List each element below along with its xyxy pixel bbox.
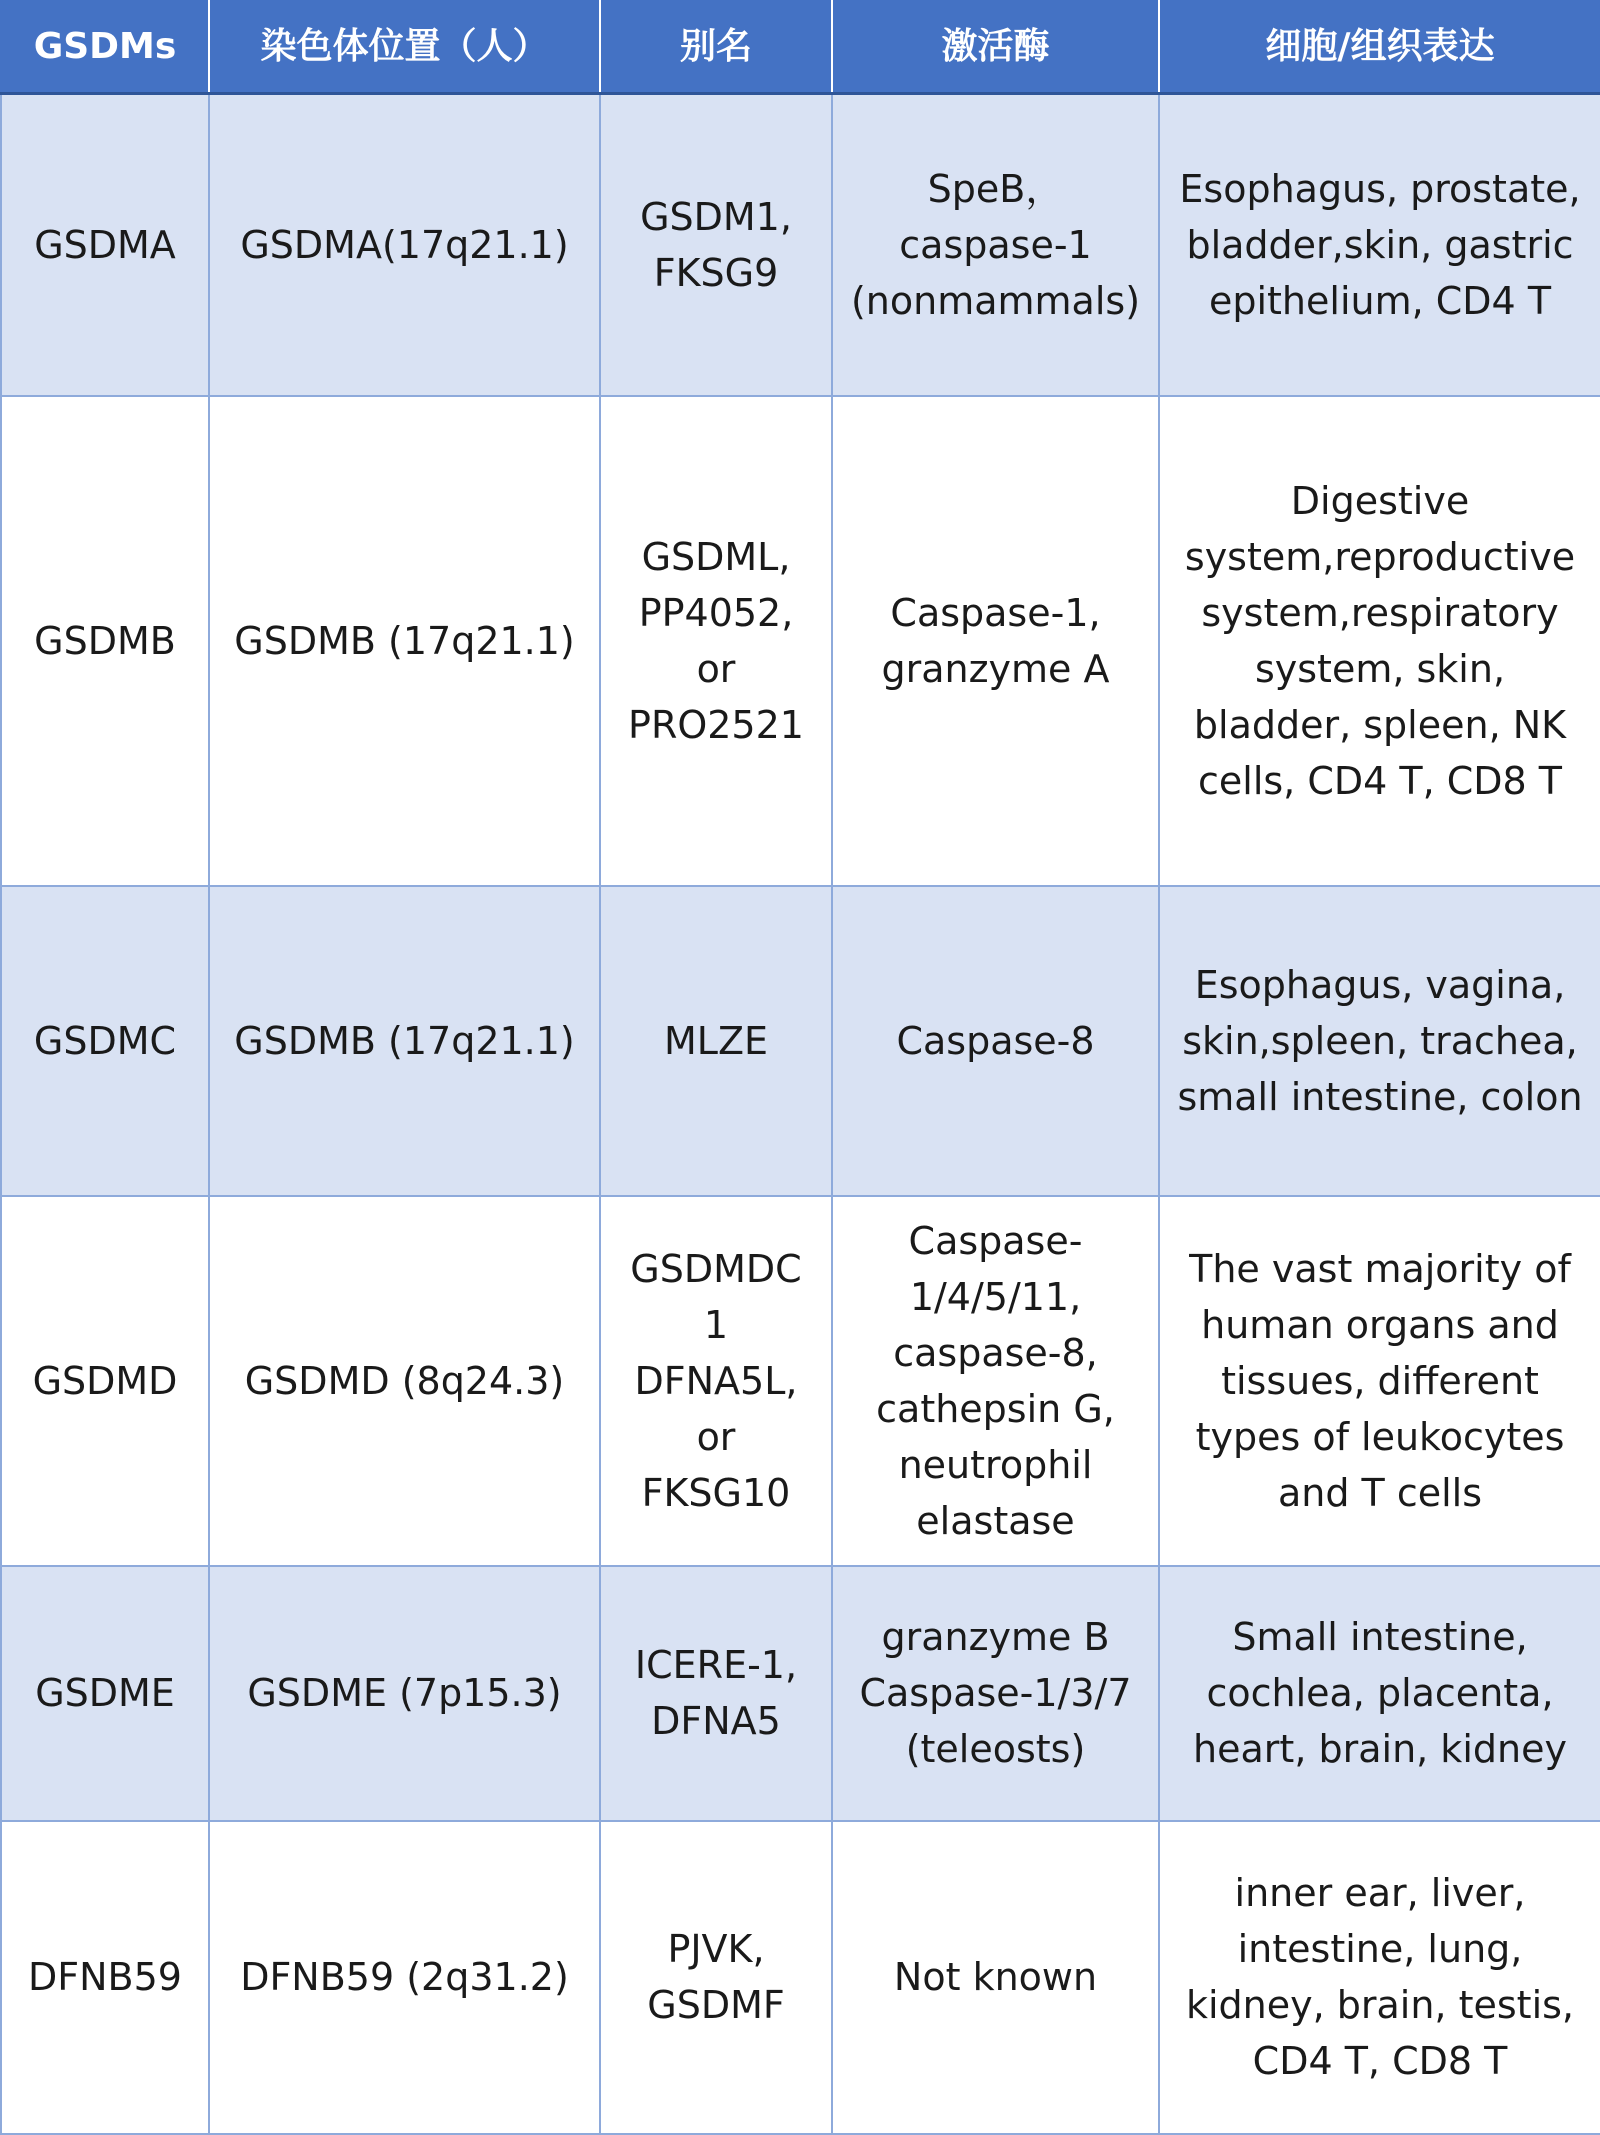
cell-enzyme	[832, 94, 1159, 396]
header-alias: 别名	[600, 1, 832, 94]
alias-text: GSDMDC 1 DFNA5L, or FKSG10	[630, 1246, 802, 1515]
gsdm-name: GSDMD	[32, 1358, 178, 1403]
cell-chromosome	[209, 886, 600, 1196]
cell-chromosome	[209, 94, 600, 396]
chromosome-location: GSDMB (17q21.1)	[234, 618, 575, 663]
chromosome-location: DFNB59 (2q31.2)	[240, 1955, 569, 1999]
enzyme-text: Caspase-8	[896, 1018, 1095, 1063]
alias-text: MLZE	[664, 1018, 768, 1063]
gsdm-name: GSDMA	[34, 222, 176, 267]
cell-alias	[600, 886, 832, 1196]
cell-gsdm	[1, 886, 209, 1196]
gsdm-name: GSDMB	[34, 618, 176, 663]
expression-text: Esophagus, vagina, skin,spleen, trachea, small intestine, colon	[1177, 962, 1583, 1119]
cell-enzyme	[832, 1196, 1159, 1566]
chromosome-location: GSDMA(17q21.1)	[240, 222, 569, 267]
cell-chromosome	[209, 396, 600, 886]
gsdm-name: GSDME	[35, 1671, 175, 1715]
cell-alias	[600, 1566, 832, 1821]
alias-text: ICERE-1, DFNA5	[634, 1643, 798, 1743]
chromosome-location: GSDME (7p15.3)	[247, 1671, 562, 1715]
header-activating-enzyme: 激活酶	[832, 1, 1159, 94]
cell-expression	[1159, 1196, 1600, 1566]
header-cell-tissue-expression: 细胞/组织表达	[1159, 1, 1600, 94]
cell-alias	[600, 1821, 832, 2134]
expression-text: Digestive system,reproductive system,respiratory system, skin, bladder, spleen, NK cells, CD4 T, CD8 T	[1184, 478, 1576, 803]
table-row	[1, 396, 1600, 886]
header-chromosome-location: 染色体位置（人）	[209, 1, 600, 94]
cell-gsdm	[1, 1821, 209, 2134]
cell-gsdm	[1, 94, 209, 396]
cell-chromosome	[209, 1196, 600, 1566]
cell-enzyme	[832, 886, 1159, 1196]
expression-text: The vast majority of human organs and tissues, different types of leukocytes and T cells	[1189, 1246, 1571, 1515]
cell-enzyme	[832, 1566, 1159, 1821]
enzyme-text: Caspase-1, granzyme A	[881, 590, 1110, 691]
cell-chromosome	[209, 1566, 600, 1821]
cell-gsdm	[1, 1196, 209, 1566]
cell-alias	[600, 1196, 832, 1566]
enzyme-text: granzyme B Caspase-1/3/7 (teleosts)	[859, 1615, 1132, 1771]
chromosome-location: GSDMD (8q24.3)	[244, 1358, 565, 1403]
table-row	[1, 1821, 1600, 2134]
cell-expression	[1159, 1821, 1600, 2134]
cell-expression	[1159, 886, 1600, 1196]
expression-text: Esophagus, prostate, bladder,skin, gastric epithelium, CD4 T	[1179, 166, 1581, 323]
table-row	[1, 94, 1600, 396]
chromosome-location: GSDMB (17q21.1)	[234, 1018, 575, 1063]
enzyme-text: SpeB， caspase-1 (nonmammals)	[850, 166, 1141, 323]
header-row	[1, 1, 1600, 94]
cell-expression	[1159, 396, 1600, 886]
expression-text: inner ear, liver, intestine, lung, kidney, brain, testis, CD4 T, CD8 T	[1185, 1871, 1575, 2083]
cell-gsdm	[1, 1566, 209, 1821]
enzyme-text: Caspase- 1/4/5/11, caspase-8, cathepsin G, neutrophil elastase	[876, 1218, 1115, 1543]
cell-expression	[1159, 1566, 1600, 1821]
header-gsdms: GSDMs	[1, 1, 209, 94]
table-row	[1, 886, 1600, 1196]
alias-text: GSDM1, FKSG9	[640, 194, 792, 295]
enzyme-text: Not known	[893, 1955, 1098, 1999]
table-body	[1, 94, 1600, 2134]
alias-text: GSDML, PP4052, or PRO2521	[628, 534, 804, 747]
cell-enzyme	[832, 1821, 1159, 2134]
table-header	[1, 1, 1600, 94]
cell-alias	[600, 396, 832, 886]
gsdm-name: DFNB59	[28, 1955, 182, 1999]
gsdm-name: GSDMC	[33, 1018, 177, 1063]
cell-chromosome	[209, 1821, 600, 2134]
alias-text: PJVK, GSDMF	[647, 1927, 785, 2027]
table-row	[1, 1196, 1600, 1566]
cell-gsdm	[1, 396, 209, 886]
cell-expression	[1159, 94, 1600, 396]
expression-text: Small intestine, cochlea, placenta, heart, brain, kidney	[1193, 1615, 1567, 1771]
cell-enzyme	[832, 396, 1159, 886]
cell-alias	[600, 94, 832, 396]
table-row	[1, 1566, 1600, 1821]
